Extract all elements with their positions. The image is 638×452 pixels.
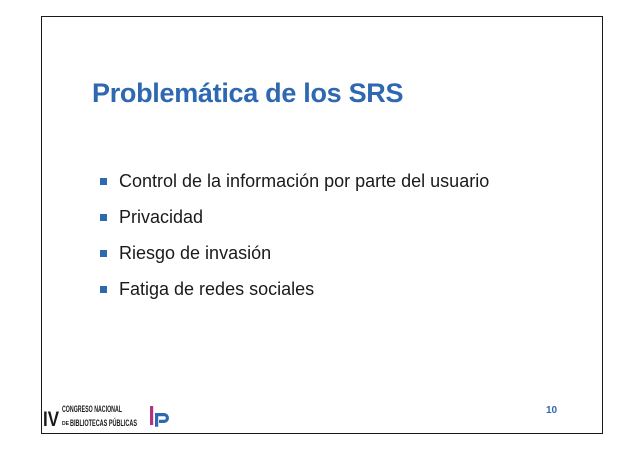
bullet-item: [100, 170, 489, 193]
square-bullet-icon: [100, 178, 107, 185]
bullet-text: Control de la información por parte del usuario: [119, 171, 490, 191]
square-bullet-icon: [100, 214, 107, 221]
square-bullet-icon: [100, 250, 107, 257]
bp-logo-bowl: [155, 413, 169, 427]
bullet-item: [100, 278, 489, 301]
congreso-logo-line1: CONGRESO NACIONAL: [62, 404, 123, 414]
bullet-item: [100, 206, 489, 229]
bullet-text: Fatiga de redes sociales: [119, 279, 315, 299]
bullet-text: Riesgo de invasión: [119, 243, 272, 263]
page-number: 10: [546, 405, 558, 416]
bp-logo-icon: [149, 405, 171, 427]
bullet-list: [100, 170, 489, 314]
bp-logo-stem: [150, 406, 153, 425]
congreso-logo-line2-prefix: DE: [62, 421, 69, 427]
congreso-logo-numeral: IV: [43, 408, 59, 431]
congreso-logo: [43, 398, 180, 432]
congreso-logo-line2: BIBLIOTECAS PÚBLICAS: [70, 418, 180, 428]
slide-title: Problemática de los SRS: [92, 78, 404, 108]
bullet-item: [100, 242, 489, 265]
square-bullet-icon: [100, 286, 107, 293]
bullet-text: Privacidad: [119, 207, 204, 227]
